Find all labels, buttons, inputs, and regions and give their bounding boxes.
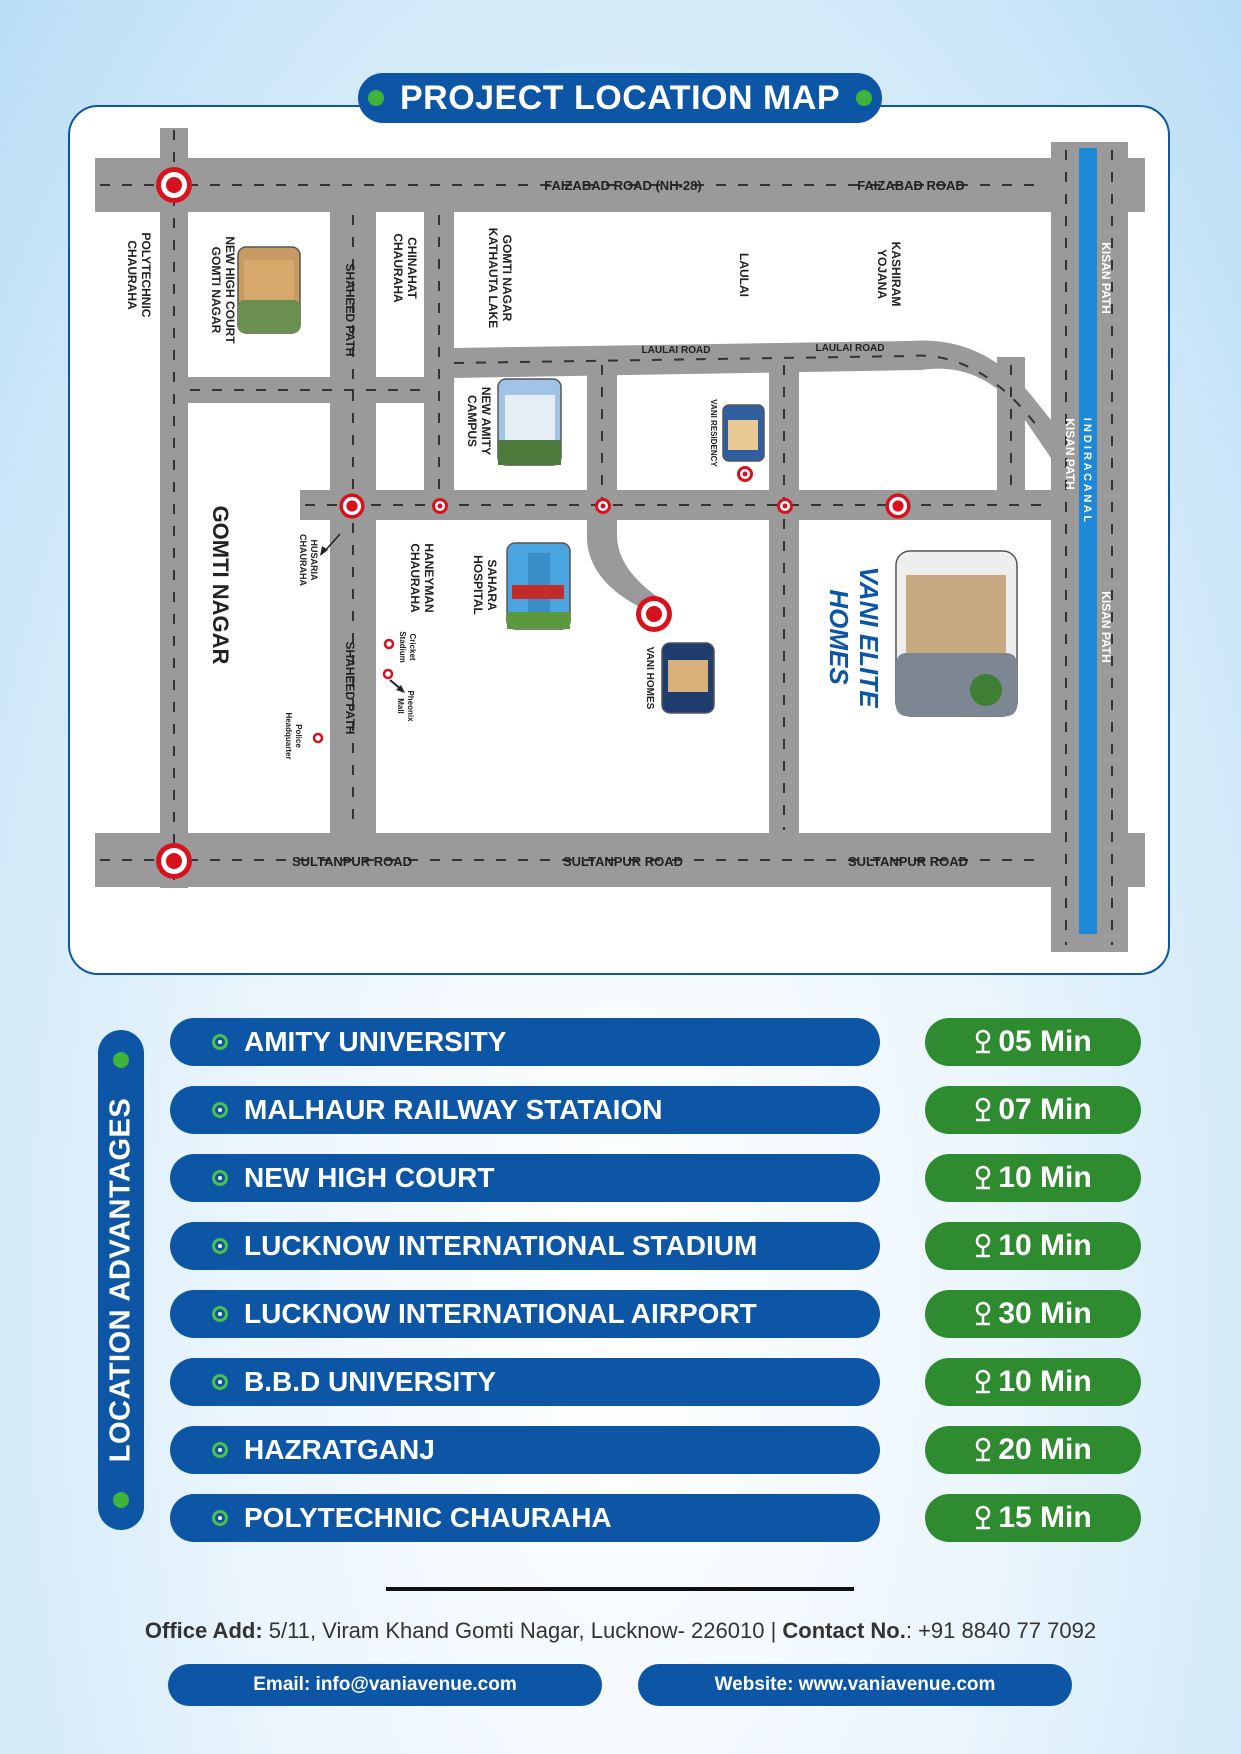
- advantage-time: [925, 1426, 1141, 1474]
- amity-photo: [498, 379, 561, 465]
- bullet-icon: [212, 1034, 228, 1050]
- advantage-row: [170, 1086, 1142, 1134]
- shaheed-path-label-2: SHAHEED PATH: [343, 641, 357, 735]
- sultanpur-label-2: SULTANPUR ROAD: [562, 854, 684, 869]
- advantage-row: [170, 1494, 1142, 1542]
- advantage-time: [925, 1290, 1141, 1338]
- kashiram-label: KASHIRAMYOJANA: [875, 241, 903, 307]
- canal-label: I N D I R A C A N A L: [1081, 417, 1093, 523]
- vani-homes-label: VANI HOMES: [644, 646, 655, 710]
- bullet-icon: [212, 1170, 228, 1186]
- advantage-time: [925, 1494, 1141, 1542]
- vani-residency-photo: [723, 405, 764, 461]
- location-pin-icon: [974, 1505, 992, 1531]
- advantage-place-label: MALHAUR RAILWAY STATAION: [244, 1094, 663, 1125]
- title-dot-left: [368, 90, 384, 106]
- advantage-time-label: 10 Min: [998, 1161, 1092, 1194]
- pheonix-label: PheonixMall: [396, 690, 415, 722]
- advantage-time-label: 10 Min: [998, 1229, 1092, 1262]
- advantage-place-label: B.B.D UNIVERSITY: [244, 1366, 497, 1397]
- vani-homes-photo: [662, 643, 714, 713]
- laulai-road-label-2: LAULAI ROAD: [815, 343, 885, 354]
- advantage-time-label: 30 Min: [998, 1297, 1092, 1330]
- advantage-row: [170, 1290, 1142, 1338]
- cricket-label: CricketStadium: [398, 631, 417, 663]
- bullet-icon: [212, 1238, 228, 1254]
- bullet-icon: [212, 1374, 228, 1390]
- advantage-place: [170, 1154, 880, 1202]
- chinahat-marker: [432, 498, 448, 514]
- contact-value: : +91 8840 77 7092: [905, 1618, 1097, 1643]
- advantage-row: [170, 1018, 1142, 1066]
- amity-marker: [595, 498, 611, 514]
- advantage-time: [925, 1018, 1141, 1066]
- shaheed-path-label-1: SHAHEED PATH: [343, 263, 357, 357]
- location-pin-icon: [974, 1369, 992, 1395]
- page-title: PROJECT LOCATION MAP: [399, 78, 841, 117]
- advantage-time-label: 15 Min: [998, 1501, 1092, 1534]
- advantage-time: [925, 1222, 1141, 1270]
- advantage-time-label: 10 Min: [998, 1365, 1092, 1398]
- faizabad-label-1: FAIZABAD ROAD (NH-28): [544, 178, 702, 193]
- map-title-pill: [358, 73, 882, 123]
- office-label: Office Add:: [144, 1618, 263, 1643]
- sahara-label: SAHARAHOSPITAL: [471, 555, 499, 615]
- amity-label: NEW AMITYCAMPUS: [465, 386, 493, 456]
- advantages-title-pill: [98, 1030, 144, 1530]
- advantage-time-label: 05 Min: [998, 1025, 1092, 1058]
- advantage-place-label: NEW HIGH COURT: [244, 1162, 495, 1193]
- kisan-path-label-3: KISAN PATH: [1099, 591, 1113, 663]
- advantages-title: LOCATION ADVANTAGES: [104, 1097, 137, 1463]
- email-link[interactable]: Email: info@vaniavenue.com: [168, 1664, 602, 1706]
- office-address: [0, 1618, 1241, 1644]
- advantage-row: [170, 1358, 1142, 1406]
- advantage-time-label: 20 Min: [998, 1433, 1092, 1466]
- kashiram-marker: [885, 493, 910, 518]
- advantage-place: [170, 1086, 880, 1134]
- advantage-place: [170, 1494, 880, 1542]
- location-pin-icon: [974, 1233, 992, 1259]
- advantage-place-label: AMITY UNIVERSITY: [244, 1026, 507, 1057]
- footer-divider: [386, 1587, 854, 1591]
- advantages-list: [170, 1018, 1142, 1562]
- advantage-row: [170, 1222, 1142, 1270]
- high-court-label: NEW HIGH COURTGOMTI NAGAR: [209, 236, 237, 344]
- sultanpur-label-3: SULTANPUR ROAD: [847, 854, 969, 869]
- gomti-nagar-label: GOMTI NAGAR: [208, 505, 233, 665]
- bullet-icon: [212, 1102, 228, 1118]
- kisan-path-label-2: KISAN PATH: [1063, 418, 1077, 490]
- advantage-time: [925, 1154, 1141, 1202]
- adv-dot-top: [113, 1052, 129, 1068]
- advantage-time: [925, 1358, 1141, 1406]
- advantage-place-label: HAZRATGANJ: [244, 1434, 435, 1465]
- advantage-time: [925, 1086, 1141, 1134]
- high-court-photo: [238, 247, 300, 333]
- cricket-marker: [385, 640, 393, 648]
- kathauta-label: GOMTI NAGARKATHAUTA LAKE: [486, 227, 514, 329]
- advantage-place: [170, 1290, 880, 1338]
- advantage-time-label: 07 Min: [998, 1093, 1092, 1126]
- sahara-photo: [507, 543, 570, 629]
- pheonix-marker: [384, 670, 392, 678]
- bullet-icon: [212, 1306, 228, 1322]
- contact-label: Contact No.: [782, 1618, 906, 1643]
- sultanpur-label-1: SULTANPUR ROAD: [291, 854, 413, 869]
- title-dot-right: [856, 90, 872, 106]
- vani-homes-marker: [636, 596, 672, 632]
- adv-dot-bottom: [113, 1492, 129, 1508]
- advantage-place-label: LUCKNOW INTERNATIONAL AIRPORT: [244, 1298, 757, 1329]
- advantage-place-label: LUCKNOW INTERNATIONAL STADIUM: [244, 1230, 758, 1261]
- advantage-place-label: POLYTECHNIC CHAURAHA: [244, 1502, 612, 1533]
- vani-residency-marker: [737, 466, 753, 482]
- advantage-place: [170, 1426, 880, 1474]
- location-pin-icon: [974, 1437, 992, 1463]
- police-label: PoliceHeadquarter: [284, 712, 303, 760]
- vani-elite-label: VANI ELITEHOMES: [824, 566, 884, 708]
- advantage-place: [170, 1358, 880, 1406]
- laulai-road-label-1: LAULAI ROAD: [641, 345, 711, 356]
- polytechnic-marker: [156, 167, 192, 203]
- office-value: 5/11, Viram Khand Gomti Nagar, Lucknow- 226010 |: [262, 1618, 783, 1643]
- chinahat-label: CHINAHATCHAURAHA: [391, 233, 419, 303]
- sultanpur-marker: [156, 843, 192, 879]
- indira-canal: [1079, 148, 1097, 934]
- bullet-icon: [212, 1442, 228, 1458]
- haneyman-label: HANEYMANCHAURAHA: [408, 543, 436, 613]
- shaheed-marker: [339, 493, 364, 518]
- advantage-row: [170, 1426, 1142, 1474]
- laulai-marker: [777, 498, 793, 514]
- kisan-path-label-1: KISAN PATH: [1099, 242, 1113, 314]
- faizabad-label-2: FAIZABAD ROAD: [857, 178, 965, 193]
- advantage-place: [170, 1018, 880, 1066]
- vani-residency-label: VANI RESIDENCY: [709, 399, 718, 467]
- bullet-icon: [212, 1510, 228, 1526]
- husaria-arrow-head: [320, 546, 328, 556]
- police-marker: [314, 734, 322, 742]
- vani-elite-photo: [896, 551, 1017, 716]
- location-pin-icon: [974, 1097, 992, 1123]
- laulai-label: LAULAI: [737, 253, 751, 297]
- location-pin-icon: [974, 1165, 992, 1191]
- polytechnic-label: POLYTECHNICCHAURAHA: [125, 232, 153, 318]
- advantage-row: [170, 1154, 1142, 1202]
- cross-road: [300, 490, 1052, 520]
- husaria-label: HUSARIACHAURAHA: [298, 534, 319, 586]
- advantage-place: [170, 1222, 880, 1270]
- location-pin-icon: [974, 1301, 992, 1327]
- location-pin-icon: [974, 1029, 992, 1055]
- website-link[interactable]: Website: www.vaniavenue.com: [638, 1664, 1072, 1706]
